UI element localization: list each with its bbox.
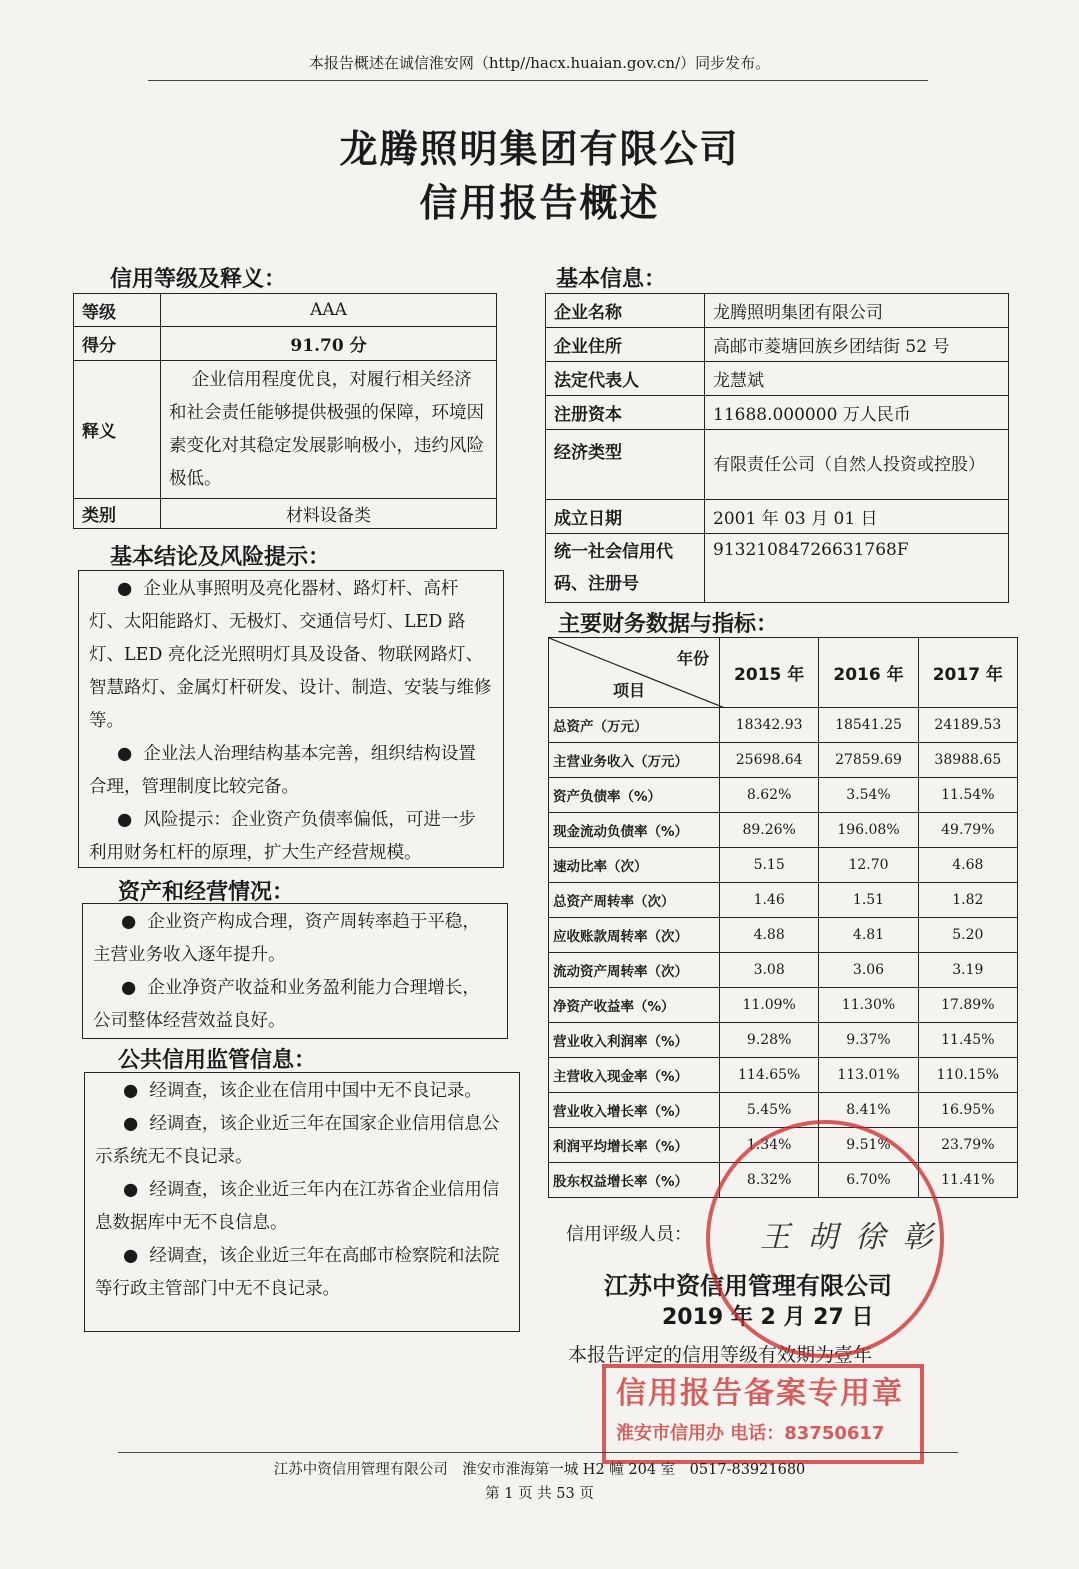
financial-item: 主营业务收入（万元）	[549, 743, 720, 778]
financial-value: 5.15	[720, 848, 819, 883]
rater-signature: 王 胡 徐 彰	[760, 1220, 937, 1255]
year-header: 2015 年	[720, 638, 819, 708]
financial-item: 股东权益增长率（%）	[549, 1163, 720, 1198]
category-value: 材料设备类	[161, 499, 497, 529]
financial-item: 利润平均增长率（%）	[549, 1128, 720, 1163]
definition-value: 企业信用程度优良，对履行相关经济和社会责任能够提供极强的保障，环境因素变化对其稳定发展影响极小，违约风险极低。	[161, 361, 497, 499]
footer-address: 江苏中资信用管理有限公司 淮安市淮海第一城 H2 幢 204 室 0517-83921680	[273, 1462, 806, 1478]
financial-value: 5.20	[918, 918, 1017, 953]
conclusion-item: ● 风险提示：企业资产负债率偏低，可进一步利用财务杠杆的原理，扩大生产经营规模。	[89, 810, 476, 863]
financial-value: 113.01%	[819, 1058, 918, 1093]
publish-notice: 本报告概述在诚信淮安网（http//hacx.huaian.gov.cn/）同步发布。	[308, 54, 771, 72]
financial-value: 12.70	[819, 848, 918, 883]
financial-value: 110.15%	[918, 1058, 1017, 1093]
info-value: 高邮市菱塘回族乡团结街 52 号	[705, 328, 1009, 362]
year-header: 2017 年	[918, 638, 1017, 708]
financial-row	[549, 743, 1018, 778]
info-value: 龙慧斌	[705, 362, 1009, 396]
info-label: 法定代表人	[546, 362, 705, 396]
grade-value: AAA	[161, 294, 497, 327]
financial-row	[549, 708, 1018, 743]
public-credit-item: ● 经调查，该企业近三年在国家企业信用信息公示系统无不良记录。	[95, 1114, 500, 1167]
financial-value: 11.45%	[918, 1023, 1017, 1058]
financial-item: 总资产（万元）	[549, 708, 720, 743]
financial-item: 现金流动负债率（%）	[549, 813, 720, 848]
score-value: 91.70 分	[161, 327, 497, 361]
stamp-line2: 淮安市信用办 电话：83750617	[616, 1423, 885, 1444]
info-label: 注册资本	[546, 396, 705, 430]
assets-heading: 资产和经营情况：	[118, 880, 295, 905]
assets-box	[82, 903, 508, 1039]
info-label: 企业住所	[546, 328, 705, 362]
financial-value: 4.88	[720, 918, 819, 953]
financial-value: 1.34%	[720, 1128, 819, 1163]
financial-value: 27859.69	[819, 743, 918, 778]
company-title: 龙腾照明集团有限公司	[339, 127, 740, 171]
financial-rows	[549, 708, 1018, 1198]
public-credit-item: ● 经调查，该企业近三年在高邮市检察院和法院等行政主管部门中无不良记录。	[95, 1246, 500, 1299]
public-credit-item: ● 经调查，该企业近三年内在江苏省企业信用信息数据库中无不良信息。	[95, 1180, 500, 1233]
financial-value: 5.45%	[720, 1093, 819, 1128]
signing-company: 江苏中资信用管理有限公司	[604, 1272, 892, 1300]
financial-value: 18342.93	[720, 708, 819, 743]
financial-value: 9.51%	[819, 1128, 918, 1163]
score-label: 得分	[74, 327, 161, 361]
definition-label: 释义	[74, 361, 161, 499]
financial-value: 16.95%	[918, 1093, 1017, 1128]
financial-value: 4.68	[918, 848, 1017, 883]
financial-item: 流动资产周转率（次）	[549, 953, 720, 988]
page-number: 第 1 页 共 53 页	[485, 1486, 594, 1502]
conclusion-item: ● 企业法人治理结构基本完善，组织结构设置合理，管理制度比较完备。	[89, 744, 476, 797]
financial-value: 17.89%	[918, 988, 1017, 1023]
rater-label: 信用评级人员：	[566, 1224, 692, 1245]
financial-value: 89.26%	[720, 813, 819, 848]
validity-note: 本报告评定的信用等级有效期为壹年	[568, 1344, 873, 1366]
stamp-line1: 信用报告备案专用章	[616, 1376, 904, 1411]
corner-year: 年份	[676, 649, 709, 668]
financial-row	[549, 918, 1018, 953]
financial-item: 营业收入增长率（%）	[549, 1093, 720, 1128]
year-header: 2016 年	[819, 638, 918, 708]
public-credit-item: ● 经调查，该企业在信用中国中无不良记录。	[123, 1081, 482, 1101]
financial-value: 3.08	[720, 953, 819, 988]
corner-item: 项目	[613, 681, 646, 700]
info-value: 11688.000000 万人民币	[705, 396, 1009, 430]
financial-value: 4.81	[819, 918, 918, 953]
financial-row	[549, 988, 1018, 1023]
financial-item: 主营收入现金率（%）	[549, 1058, 720, 1093]
financial-value: 1.82	[918, 883, 1017, 918]
financial-value: 11.30%	[819, 988, 918, 1023]
financial-row	[549, 848, 1018, 883]
company-seal	[706, 1120, 944, 1358]
financial-value: 18541.25	[819, 708, 918, 743]
financial-item: 营业收入利润率（%）	[549, 1023, 720, 1058]
assets-item: ● 企业净资产收益和业务盈利能力合理增长，公司整体经营效益良好。	[93, 978, 480, 1031]
financial-value: 196.08%	[819, 813, 918, 848]
financial-row	[549, 883, 1018, 918]
financial-value: 3.06	[819, 953, 918, 988]
conclusion-item: ● 企业从事照明及亮化器材、路灯杆、高杆灯、太阳能路灯、无极灯、交通信号灯、LED 路灯、LED 亮化泛光照明灯具及设备、物联网路灯、智慧路灯、金属灯杆研发、设计、制造、安装与维修等。	[89, 579, 492, 731]
financial-value: 8.32%	[720, 1163, 819, 1198]
financial-row	[549, 1058, 1018, 1093]
financial-item: 总资产周转率（次）	[549, 883, 720, 918]
financial-row	[549, 813, 1018, 848]
basic-info-heading: 基本信息：	[556, 267, 667, 292]
header-rule	[148, 80, 928, 81]
corner-cell	[549, 638, 720, 708]
signing-date: 2019 年 2 月 27 日	[662, 1305, 874, 1330]
financial-item: 净资产收益率（%）	[549, 988, 720, 1023]
financial-row	[549, 953, 1018, 988]
financial-value: 1.46	[720, 883, 819, 918]
public-credit-heading: 公共信用监管信息：	[118, 1048, 317, 1073]
rating-heading: 信用等级及释义：	[110, 267, 287, 292]
financial-row	[549, 1093, 1018, 1128]
financial-value: 11.09%	[720, 988, 819, 1023]
category-label: 类别	[74, 499, 161, 529]
financial-value: 3.19	[918, 953, 1017, 988]
financial-value: 6.70%	[819, 1163, 918, 1198]
info-value: 91321084726631768F	[705, 534, 1009, 603]
financial-value: 11.41%	[918, 1163, 1017, 1198]
financial-item: 应收账款周转率（次）	[549, 918, 720, 953]
assets-item: ● 企业资产构成合理，资产周转率趋于平稳，主营业务收入逐年提升。	[93, 912, 480, 965]
grade-label: 等级	[74, 294, 161, 327]
financial-value: 9.37%	[819, 1023, 918, 1058]
report-title: 信用报告概述	[419, 181, 660, 225]
financial-item: 速动比率（次）	[549, 848, 720, 883]
financial-item: 资产负债率（%）	[549, 778, 720, 813]
financial-row	[549, 1023, 1018, 1058]
info-value: 龙腾照明集团有限公司	[705, 294, 1009, 328]
financial-heading: 主要财务数据与指标：	[558, 612, 779, 637]
financial-value: 38988.65	[918, 743, 1017, 778]
basic-info-table	[545, 293, 1009, 603]
financial-value: 8.41%	[819, 1093, 918, 1128]
financial-value: 11.54%	[918, 778, 1017, 813]
financial-value: 9.28%	[720, 1023, 819, 1058]
rating-table	[73, 293, 497, 529]
info-label: 成立日期	[546, 500, 705, 534]
financial-value: 49.79%	[918, 813, 1017, 848]
financial-row	[549, 778, 1018, 813]
info-label: 企业名称	[546, 294, 705, 328]
info-label: 经济类型	[546, 430, 705, 500]
financial-value: 114.65%	[720, 1058, 819, 1093]
financial-table	[548, 637, 1018, 1198]
financial-value: 8.62%	[720, 778, 819, 813]
financial-value: 24189.53	[918, 708, 1017, 743]
info-value: 2001 年 03 月 01 日	[705, 500, 1009, 534]
public-credit-box	[84, 1072, 520, 1332]
financial-value: 1.51	[819, 883, 918, 918]
info-label: 统一社会信用代码、注册号	[546, 534, 705, 603]
conclusion-box	[78, 570, 504, 868]
financial-value: 25698.64	[720, 743, 819, 778]
filing-stamp	[602, 1364, 924, 1464]
info-value: 有限责任公司（自然人投资或控股）	[705, 430, 1009, 500]
financial-value: 23.79%	[918, 1128, 1017, 1163]
financial-value: 3.54%	[819, 778, 918, 813]
footer-rule	[118, 1452, 958, 1453]
conclusion-heading: 基本结论及风险提示：	[110, 545, 331, 570]
